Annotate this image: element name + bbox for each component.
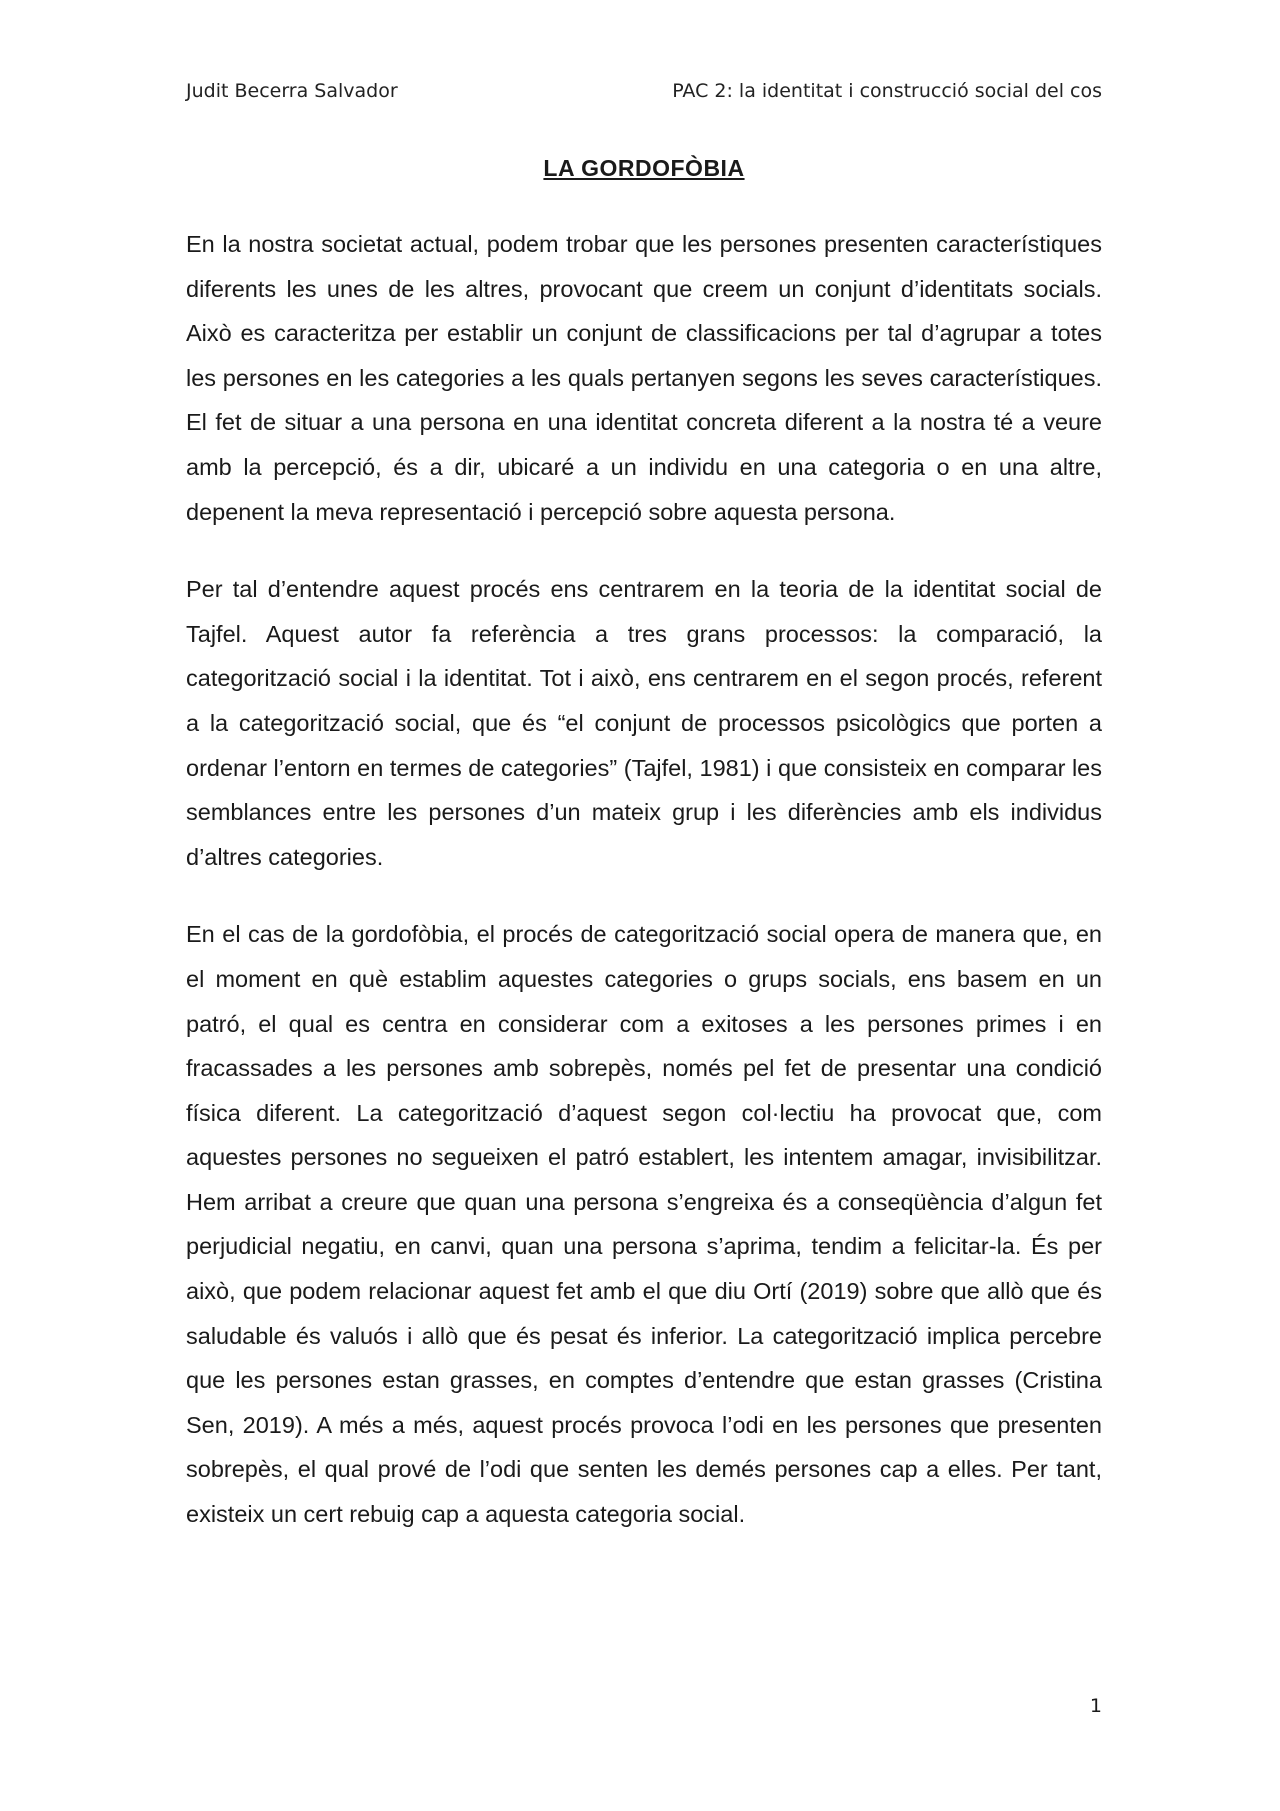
page-number: 1 [1089, 1695, 1102, 1717]
paragraph-1: En la nostra societat actual, podem trobar que les persones presenten característiques diferents les unes de les altres, provocant que creem un conjunt d’identitats socials. Això es caracteritza per establir un conjunt de classificacions per tal d’agrupar a totes les persones en les categories a les quals pertanyen segons les seves característiques. El fet de situar a una persona en una identitat concreta diferent a la nostra té a veure amb la percepció, és a dir, ubicaré a un individu en una categoria o en una altre, depenent la meva representació i percepció sobre aquesta persona. [186, 231, 1102, 525]
header-course: PAC 2: la identitat i construcció social del cos [672, 80, 1102, 102]
paragraph-2: Per tal d’entendre aquest procés ens centrarem en la teoria de la identitat social de Tajfel. Aquest autor fa referència a tres grans processos: la comparació, la categorització social i la identitat. Tot i això, ens centrarem en el segon procés, referent a la categorització social, que és “el conjunt de processos psicològics que porten a ordenar l’entorn en termes de categories” (Tajfel, 1981) i que consisteix en comparar les semblances entre les persones d’un mateix grup i les diferències amb els individus d’altres categories. [186, 576, 1102, 870]
page-header [186, 78, 1102, 104]
paragraph-3: En el cas de la gordofòbia, el procés de categorització social opera de manera que, en el moment en què establim aquestes categories o grups socials, ens basem en un patró, el qual es centra en considerar com a exitoses a les persones primes i en fracassades a les persones amb sobrepès, només pel fet de presentar una condició física diferent. La categorització d’aquest segon col·lectiu ha provocat que, com aquestes persones no segueixen el patró establert, les intentem amagar, invisibilitzar. Hem arribat a creure que quan una persona s’engreixa és a conseqüència d’algun fet perjudicial negatiu, en canvi, quan una persona s’aprima, tendim a felicitar-la. És per això, que podem relacionar aquest fet amb el que diu Ortí (2019) sobre que allò que és saludable és valuós i allò que és pesat és inferior. La categorització implica percebre que les persones estan grasses, en comptes d’entendre que estan grasses (Cristina Sen, 2019). A més a més, aquest procés provoca l’odi en les persones que presenten sobrepès, el qual prové de l’odi que senten les demés persones cap a elles. Per tant, existeix un cert rebuig cap a aquesta categoria social. [186, 921, 1102, 1528]
document-body [186, 222, 1102, 1570]
document-title: LA GORDOFÒBIA [543, 155, 745, 181]
header-author: Judit Becerra Salvador [186, 80, 398, 102]
